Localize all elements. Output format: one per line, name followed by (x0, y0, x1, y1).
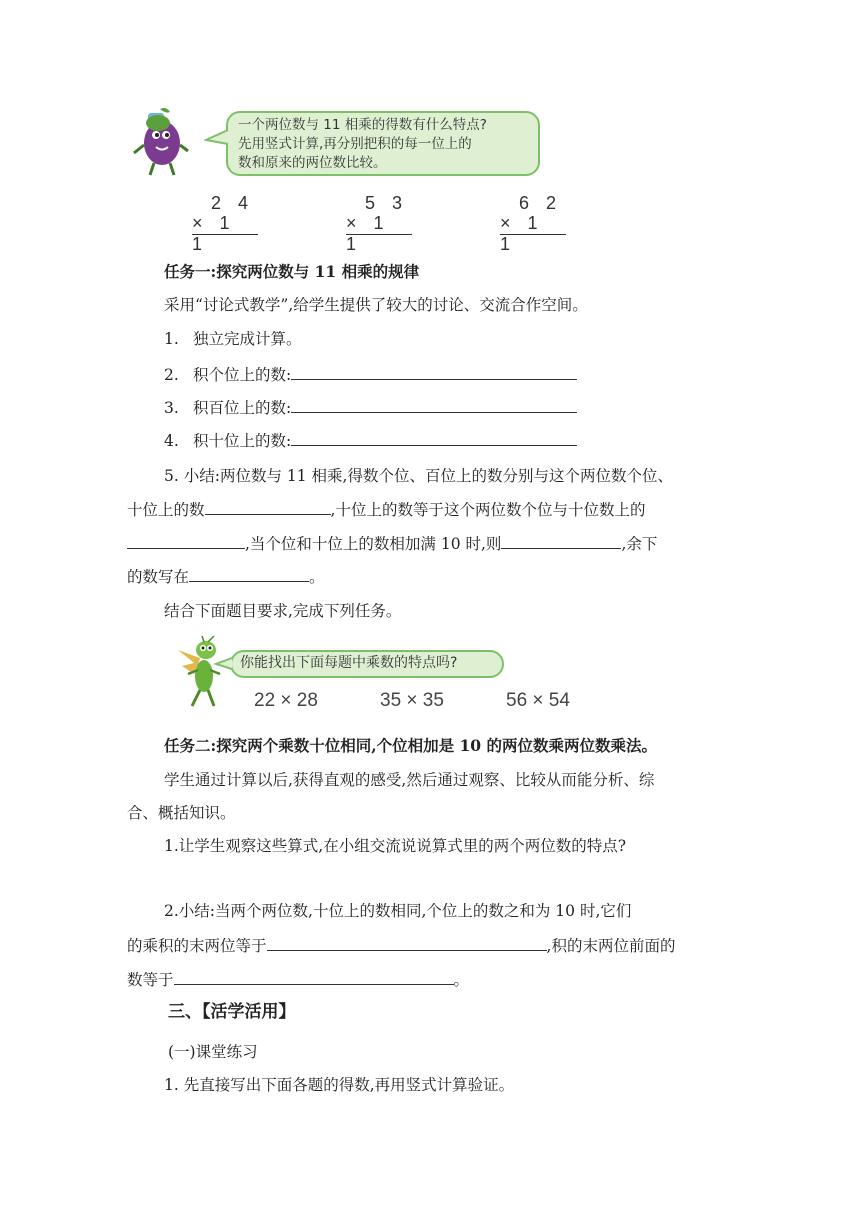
task1-item-3 (164, 397, 577, 418)
summary-text: 数等于 (127, 971, 174, 989)
item-text: 独立完成计算。 (193, 330, 302, 348)
task2-summary-line-1: 2.小结:当两个两位数,十位上的数相同,个位上的数之和为 10 时,它们 (164, 902, 632, 920)
bubble1-line-3: 数和原来的两位数比较。 (238, 155, 387, 171)
task1-summary-line-2 (127, 499, 645, 520)
bubble1-line-2: 先用竖式计算,再分别把积的每一位上的 (238, 136, 472, 152)
answer-blank[interactable] (127, 533, 245, 549)
item-num: 4. (164, 432, 179, 450)
answer-blank[interactable] (291, 430, 577, 446)
expression-1: 22 × 28 (254, 690, 318, 711)
summary-text: ,十位上的数等于这个两位数个位与十位数上的 (330, 501, 646, 519)
task1-summary-line-4 (127, 566, 325, 587)
answer-blank[interactable] (501, 533, 621, 549)
answer-blank[interactable] (267, 935, 547, 951)
bubble1-tail (204, 128, 230, 148)
speech-bubble-2 (230, 650, 504, 678)
calc-bottom: × 1 1 (346, 213, 390, 254)
calc-bottom: × 1 1 (192, 213, 236, 254)
calc-top: 2 4 (210, 193, 254, 213)
task2-summary-line-3 (127, 969, 469, 990)
task1-item-2 (164, 364, 577, 385)
section3-heading: 三、【活学活用】 (168, 1002, 296, 1022)
item-num: 1. (164, 330, 179, 348)
summary-text: 。 (453, 971, 470, 989)
task1-title: 任务一:探究两位数与 11 相乘的规律 (164, 262, 420, 281)
bubble2-text: 你能找出下面每题中乘数的特点吗? (240, 655, 458, 671)
task2-para-1: 学生通过计算以后,获得直观的感受,然后通过观察、比较从而能分析、综 (164, 771, 655, 789)
section3-subheading: (一)课堂练习 (168, 1043, 258, 1061)
task1-item-4 (164, 430, 577, 451)
task2-para-2: 合、概括知识。 (127, 804, 236, 822)
answer-blank[interactable] (205, 499, 331, 515)
calc-bottom: × 1 1 (500, 213, 544, 254)
task2-question-1: 1.让学生观察这些算式,在小组交流说说算式里的两个两位数的特点? (164, 837, 627, 855)
answer-blank[interactable] (189, 566, 309, 582)
calc-top: 5 3 (364, 193, 408, 213)
item-text: 积百位上的数: (193, 399, 292, 417)
task1-intro: 采用“讨论式教学”,给学生提供了较大的讨论、交流合作空间。 (164, 296, 588, 314)
item-text: 积个位上的数: (193, 366, 292, 384)
expression-2: 35 × 35 (380, 690, 444, 711)
task1-item-1 (164, 329, 302, 349)
calc-top: 6 2 (518, 193, 562, 213)
summary-text: 的乘积的末两位等于 (127, 937, 267, 955)
item-text: 积十位上的数: (193, 432, 292, 450)
summary-text: ,当个位和十位上的数相加满 10 时,则 (245, 535, 502, 553)
task2-summary-line-2 (127, 935, 675, 956)
task1-summary-line-3 (127, 533, 657, 554)
expression-3: 56 × 54 (506, 690, 570, 711)
bubble1-line-1: 一个两位数与 11 相乘的得数有什么特点? (238, 117, 487, 133)
vertical-calc-3 (500, 193, 566, 254)
section3-question: 1. 先直接写出下面各题的得数,再用竖式计算验证。 (164, 1076, 515, 1094)
item-num: 3. (164, 399, 179, 417)
summary-text: ,积的末两位前面的 (546, 937, 676, 955)
bubble2-tail (214, 656, 234, 670)
answer-blank[interactable] (174, 969, 454, 985)
task1-next: 结合下面题目要求,完成下列任务。 (164, 602, 402, 620)
answer-blank[interactable] (291, 364, 577, 380)
vertical-calc-2 (346, 193, 412, 254)
task1-summary-line-1: 5. 小结:两位数与 11 相乘,得数个位、百位上的数分别与这个两位数个位、 (164, 467, 673, 485)
vertical-calc-1 (192, 193, 258, 254)
task2-title: 任务二:探究两个乘数十位相同,个位相加是 10 的两位数乘两位数乘法。 (164, 736, 657, 755)
speech-bubble-1 (226, 111, 540, 178)
calc-line (346, 234, 412, 235)
calc-line (192, 234, 258, 235)
answer-blank[interactable] (291, 397, 577, 413)
item-num: 2. (164, 366, 179, 384)
summary-text: 。 (309, 568, 325, 586)
summary-text: ,余下 (621, 535, 658, 553)
grasshopper-character-icon (170, 636, 230, 708)
summary-text: 的数写在 (127, 568, 190, 586)
summary-text: 十位上的数 (127, 501, 205, 519)
calc-line (500, 234, 566, 235)
eggplant-character-icon (130, 105, 192, 177)
